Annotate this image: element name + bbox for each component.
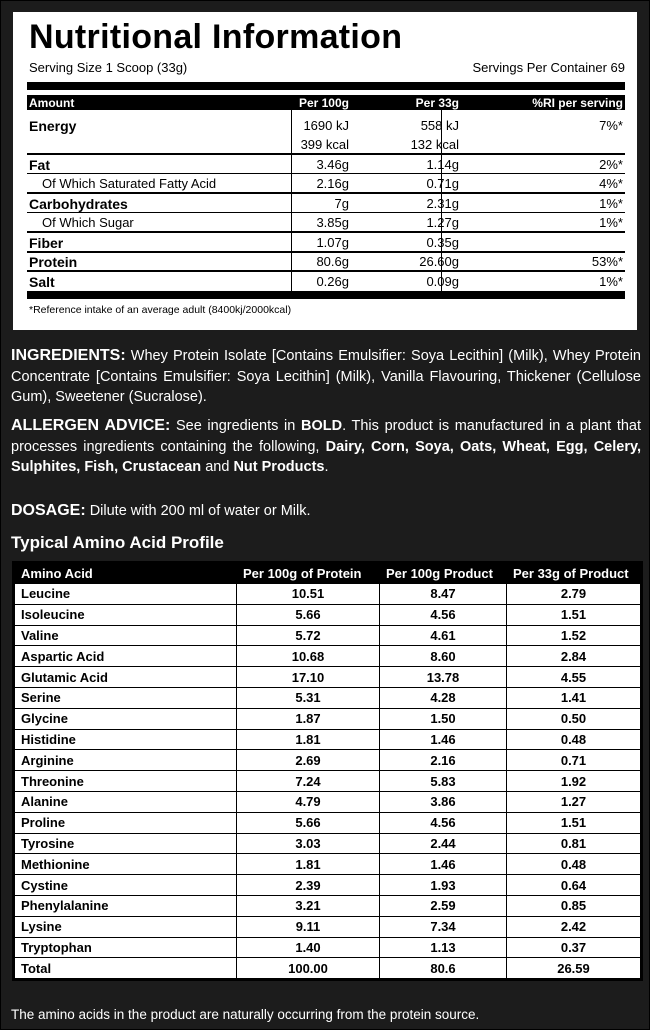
amino-header-per-100g-protein: Per 100g of Protein [237,564,380,584]
amino-header-per-100g-product: Per 100g Product [380,564,507,584]
amino-per-100g-product-cell: 3.86 [380,791,507,812]
amino-body [15,584,641,979]
amino-name-cell: Alanine [15,791,237,812]
amino-per-100g-product-cell: 4.56 [380,604,507,625]
amino-per-100g-protein-cell: 1.81 [237,729,380,750]
amino-row [15,729,641,750]
ingredients-label: INGREDIENTS: [11,347,126,364]
amino-per-100g-product-cell: 7.34 [380,916,507,937]
header-ri: %RI per serving [532,96,623,110]
amino-per-33g-product-cell: 26.59 [507,958,641,979]
amino-per-100g-product-cell: 4.28 [380,687,507,708]
amino-name-cell: Glycine [15,708,237,729]
amino-per-33g-product-cell: 2.42 [507,916,641,937]
amino-name-cell: Glutamic Acid [15,667,237,688]
amino-row [15,854,641,875]
amino-name-cell: Valine [15,625,237,646]
amino-per-100g-product-cell: 1.13 [380,937,507,958]
amino-per-33g-product-cell: 0.71 [507,750,641,771]
amino-per-100g-product-cell: 2.59 [380,895,507,916]
amino-per-33g-product-cell: 2.79 [507,584,641,605]
amino-per-100g-protein-cell: 5.72 [237,625,380,646]
amino-name-cell: Aspartic Acid [15,646,237,667]
amino-title: Typical Amino Acid Profile [11,533,224,552]
nutrition-panel: Nutritional Information Serving Size 1 Scoop (33g) Servings Per Container 69 Amount Per 100g Per 33g %RI per serving Energy 1690 kJ 558 kJ 7%* 399 kcal 132 kcal Fat 3.46g 1.14g 2%* Of Which Saturated Fatty Acid 2.16g 0.71g 4%* Carbohydrates 7g 2.31g 1%* Of Which Sugar 3.85g 1.27g 1%* Fiber 1.07g 0.35g Protein 80.6g 26.60g 53%* Salt 0.26g 0.09g 1%* *Reference intake of an average adult (8400kj/2000kcal) [13,12,637,330]
amino-per-100g-product-cell: 8.60 [380,646,507,667]
amino-per-33g-product-cell: 0.85 [507,895,641,916]
amino-per-33g-product-cell: 4.55 [507,667,641,688]
amino-per-100g-protein-cell: 9.11 [237,916,380,937]
amino-per-33g-product-cell: 0.81 [507,833,641,854]
allergen-text-2: . This product is manufactured in a plant that processes ingredients containing the following, [11,418,642,455]
amino-per-100g-protein-cell: 7.24 [237,771,380,792]
amino-per-100g-product-cell: 1.93 [380,875,507,896]
ingredients-text: Whey Protein Isolate [Contains Emulsifier: Soya Lecithin] (Milk), Whey Protein Concentrate [Contains Emulsifier: Soya Lecithin] (Milk), Vanilla Flavouring, Thickener (Cellulose Gum), Sweetener (Sucralose). [11,348,641,405]
nutrition-title: Nutritional Information [29,18,403,56]
amino-row [15,937,641,958]
amino-name-cell: Proline [15,812,237,833]
amino-name-cell: Histidine [15,729,237,750]
amino-name-cell: Lysine [15,916,237,937]
allergen-list-1: Dairy, Corn, Soya, Oats, Wheat, Egg, Celery, Sulphites, Fish, Crustacean [11,438,642,475]
amino-per-100g-protein-cell: 1.87 [237,708,380,729]
rule [27,231,625,233]
rule [27,270,625,272]
amino-per-100g-protein-cell: 5.66 [237,604,380,625]
amino-per-100g-protein-cell: 3.03 [237,833,380,854]
amino-per-100g-product-cell: 1.50 [380,708,507,729]
allergen-text-1: See ingredients in [175,418,296,434]
amino-per-100g-protein-cell: 4.79 [237,791,380,812]
allergen-and: and [205,459,230,475]
amino-per-33g-product-cell: 1.52 [507,625,641,646]
amino-header-acid: Amino Acid [15,564,237,584]
amino-per-100g-protein-cell: 5.66 [237,812,380,833]
amino-row [15,750,641,771]
rule [27,192,625,194]
amino-per-100g-product-cell: 2.44 [380,833,507,854]
amino-row [15,895,641,916]
amino-per-100g-product-cell: 4.56 [380,812,507,833]
amino-per-33g-product-cell: 0.50 [507,708,641,729]
amino-row [15,604,641,625]
rule [27,212,625,213]
amino-row [15,812,641,833]
amino-per-33g-product-cell: 1.51 [507,604,641,625]
amino-row [15,771,641,792]
amino-row [15,958,641,979]
amino-per-100g-product-cell: 8.47 [380,584,507,605]
amino-per-33g-product-cell: 0.37 [507,937,641,958]
amino-per-33g-product-cell: 0.48 [507,854,641,875]
amino-name-cell: Tryptophan [15,937,237,958]
top-bar [27,82,625,90]
amino-per-100g-protein-cell: 10.68 [237,646,380,667]
dosage-label: DOSAGE: [11,502,86,519]
amino-name-cell: Total [15,958,237,979]
amino-name-cell: Arginine [15,750,237,771]
amino-table [12,561,643,981]
amino-name-cell: Threonine [15,771,237,792]
amino-per-100g-product-cell: 2.16 [380,750,507,771]
amino-per-100g-product-cell: 1.46 [380,729,507,750]
amino-name-cell: Isoleucine [15,604,237,625]
allergen-label: ALLERGEN ADVICE: [11,417,171,434]
amino-per-100g-protein-cell: 17.10 [237,667,380,688]
servings-per-container: Servings Per Container 69 [472,60,625,75]
amino-per-100g-product-cell: 1.46 [380,854,507,875]
amino-name-cell: Leucine [15,584,237,605]
amino-row [15,875,641,896]
amino-name-cell: Phenylalanine [15,895,237,916]
amino-per-100g-product-cell: 5.83 [380,771,507,792]
header-per-33g: Per 33g [415,96,459,110]
amino-name-cell: Methionine [15,854,237,875]
amino-per-33g-product-cell: 1.41 [507,687,641,708]
allergen-section [11,416,641,478]
amino-per-100g-protein-cell: 5.31 [237,687,380,708]
amino-per-100g-protein-cell: 1.40 [237,937,380,958]
allergen-bold-word: BOLD [300,418,343,434]
amino-row [15,791,641,812]
amino-header-per-33g-product: Per 33g of Product [507,564,641,584]
amino-per-33g-product-cell: 0.48 [507,729,641,750]
dosage-text: Dilute with 200 ml of water or Milk. [89,503,311,519]
amino-per-100g-product-cell: 13.78 [380,667,507,688]
reference-note: *Reference intake of an average adult (8400kj/2000kcal) [29,304,292,316]
amino-row [15,687,641,708]
amino-per-33g-product-cell: 0.64 [507,875,641,896]
amino-row [15,833,641,854]
amino-per-100g-product-cell: 80.6 [380,958,507,979]
amino-row [15,916,641,937]
amino-row [15,646,641,667]
amino-per-100g-product-cell: 4.61 [380,625,507,646]
amino-per-33g-product-cell: 1.51 [507,812,641,833]
dosage-section [11,501,641,522]
amino-header-row [15,564,641,584]
amino-per-100g-protein-cell: 1.81 [237,854,380,875]
amino-per-33g-product-cell: 1.92 [507,771,641,792]
rule [27,153,625,155]
amino-per-100g-protein-cell: 3.21 [237,895,380,916]
amino-name-cell: Tyrosine [15,833,237,854]
header-amount: Amount [29,96,75,110]
ingredients-section [11,346,641,408]
amino-row [15,584,641,605]
amino-per-100g-protein-cell: 100.00 [237,958,380,979]
allergen-end: . [324,459,329,475]
amino-per-100g-protein-cell: 2.69 [237,750,380,771]
amino-per-100g-protein-cell: 2.39 [237,875,380,896]
rule [27,251,625,253]
rule [27,173,625,174]
amino-row [15,625,641,646]
amino-name-cell: Cystine [15,875,237,896]
amino-footnote: The amino acids in the product are naturally occurring from the protein source. [11,1007,480,1022]
divider-col-1 [291,110,292,297]
header-per-100g: Per 100g [298,96,349,110]
amino-per-33g-product-cell: 2.84 [507,646,641,667]
amino-row [15,708,641,729]
amino-per-100g-protein-cell: 10.51 [237,584,380,605]
amino-row [15,667,641,688]
amino-per-33g-product-cell: 1.27 [507,791,641,812]
serving-size: Serving Size 1 Scoop (33g) [29,60,188,75]
bottom-bar [27,291,625,299]
amino-name-cell: Serine [15,687,237,708]
allergen-list-2: Nut Products [233,459,325,475]
